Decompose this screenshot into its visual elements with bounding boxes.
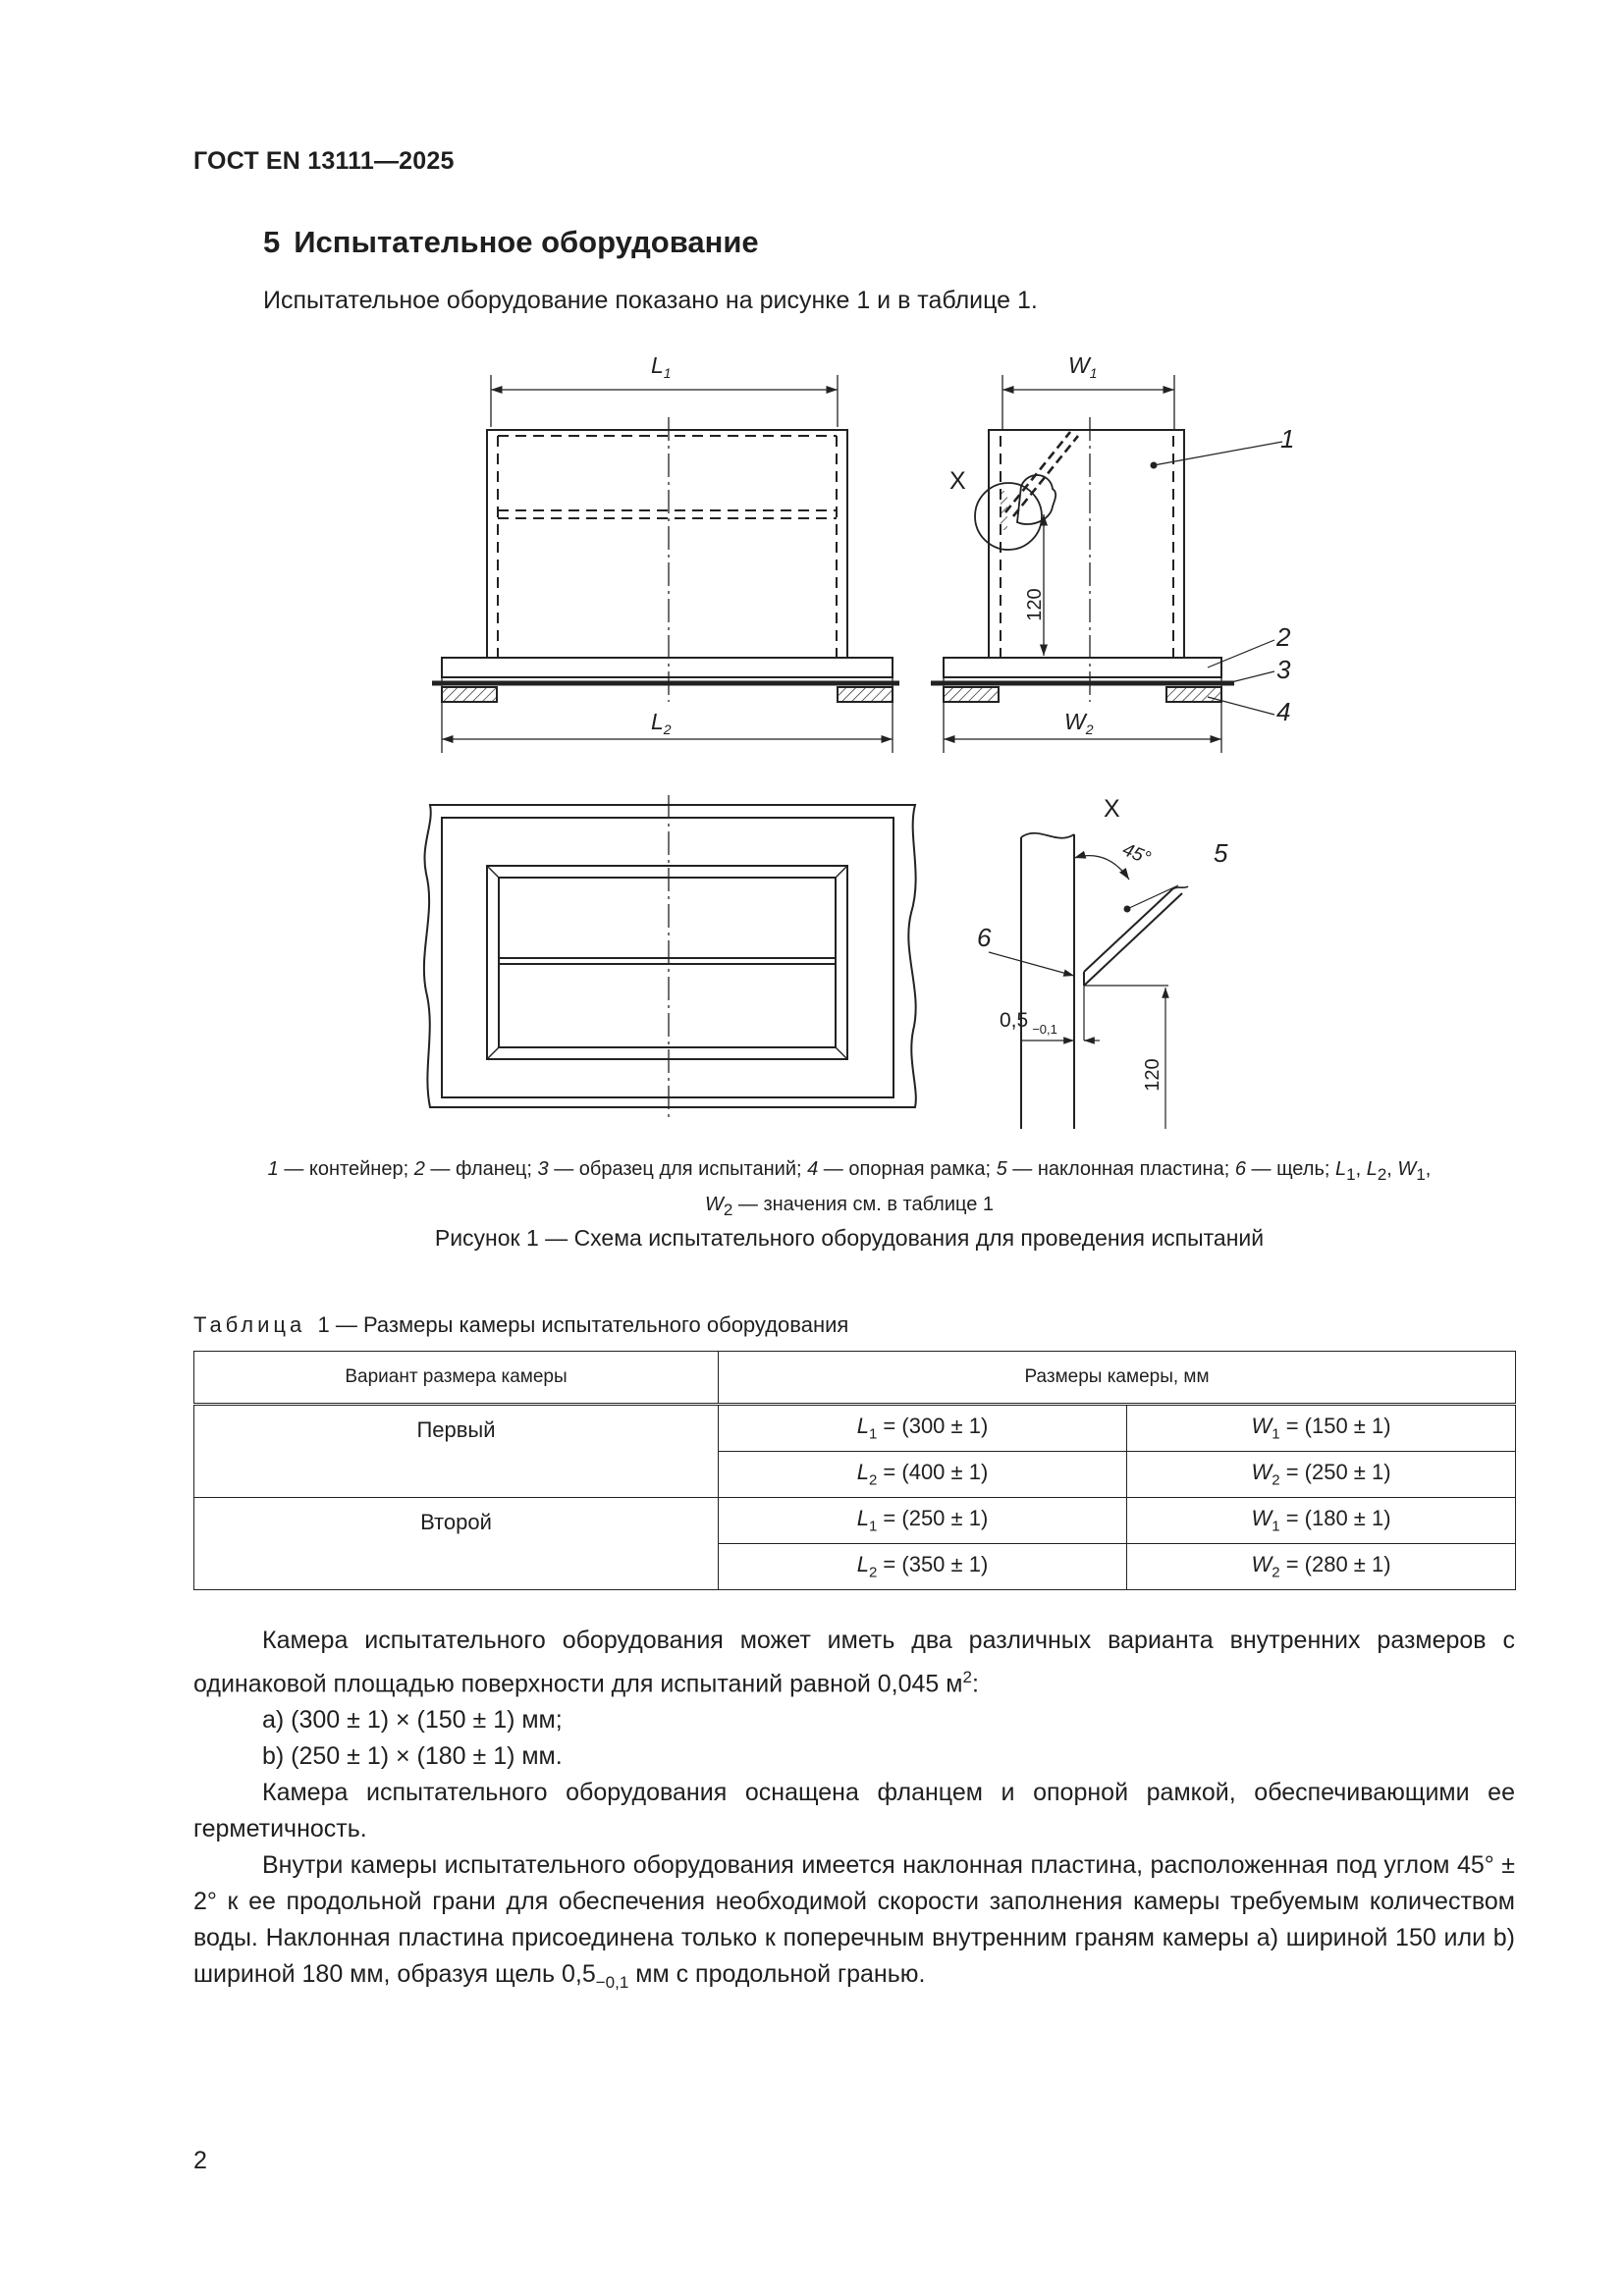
section-heading [263,225,759,260]
callout-4: 4 [1276,697,1291,726]
table-cell: $L_1 = (250 \pm 1)$ [719,1498,1127,1544]
section-title: Испытательное оборудование [294,225,759,259]
paragraph: Внутри камеры испытательного оборудования имеется наклонная пластина, расположенная под углом 45° ± 2° к ее продольной грани для обеспечения необходимой скорости заполнения камеры требуемым количеством воды. Наклонная пластина присоединена только к поперечным внутренним граням камеры a) шириной 150 или b) шириной 180 мм, образуя щель $0,5_{-0,1}$ мм с продольной гранью. [193,1851,1515,1993]
page-number: 2 [193,2147,207,2174]
intro-paragraph: Испытательное оборудование показано на рисунке 1 и в таблице 1. [263,287,1038,314]
dim-label-l1: $L_1$ [651,352,672,381]
table-cell: $W_2 = (280 \pm 1)$ [1127,1544,1516,1590]
section-number: 5 [263,225,281,259]
table-cell-variant: Первый [194,1405,719,1498]
plan-view [424,795,916,1119]
figure-1-diagram [393,344,1295,1129]
list-item: b) (250 ± 1) × (180 ± 1) мм. [262,1742,563,1771]
table-header-dimensions: Размеры камеры, мм [719,1352,1516,1405]
dim-label-w2: $W_2$ [1064,709,1094,737]
table-cell: $W_2 = (250 \pm 1)$ [1127,1452,1516,1498]
table-row [194,1498,1516,1544]
angle-label: 45° [1119,839,1154,870]
callout-5: 5 [1214,838,1228,868]
detail-mark-x: X [949,467,966,495]
table-cell-variant: Второй [194,1498,719,1590]
dim-label-120-detail: 120 [1142,1058,1164,1092]
table-row [194,1405,1516,1452]
paragraph: Камера испытательного оборудования может иметь два различных варианта внутренних размеров с одинаковой площадью поверхности для испытаний равной 0,045 $м^2$: [193,1627,1515,1698]
list-item: a) (300 ± 1) × (150 ± 1) мм; [262,1706,563,1735]
body-text [193,1623,1515,2001]
table-caption: Таблица 1 — Размеры камеры испытательного оборудования [193,1312,849,1337]
callout-2: 2 [1276,622,1291,652]
table-cell: $L_2 = (350 \pm 1)$ [719,1544,1127,1590]
figure-legend: 1 — контейнер; 2 — фланец; 3 — образец для испытаний; 4 — опорная рамка; 5 — наклонная пластина; 6 — щель; $L_1$, $L_2$, $W_1$, $W_2$ — значения см. в таблице 1 [267,1158,1432,1219]
front-view [432,375,899,753]
dimensions-table [193,1351,1516,1590]
callout-3: 3 [1276,655,1291,684]
table-cell: $L_1 = (300 \pm 1)$ [719,1405,1127,1452]
paragraph: Камера испытательного оборудования оснащена фланцем и опорной рамкой, обеспечивающими ее герметичность. [193,1779,1515,1843]
dim-label-w1: $W_1$ [1068,352,1098,381]
table-cell: $W_1 = (180 \pm 1)$ [1127,1498,1516,1544]
callout-1: 1 [1280,424,1295,454]
document-header: ГОСТ EN 13111—2025 [193,147,455,175]
dim-label-120-side: 120 [1024,588,1046,621]
table-cell: $L_2 = (400 \pm 1)$ [719,1452,1127,1498]
gap-label: 0,5 $_{-0,1}$ [1000,1009,1057,1037]
dim-label-l2: $L_2$ [651,709,672,737]
figure-caption: Рисунок 1 — Схема испытательного оборудования для проведения испытаний [434,1225,1265,1251]
detail-title-x: X [1104,795,1120,823]
table-header-variant: Вариант размера камеры [194,1352,719,1405]
callout-6: 6 [977,923,992,952]
side-view [931,375,1282,753]
table-cell: $W_1 = (150 \pm 1)$ [1127,1405,1516,1452]
